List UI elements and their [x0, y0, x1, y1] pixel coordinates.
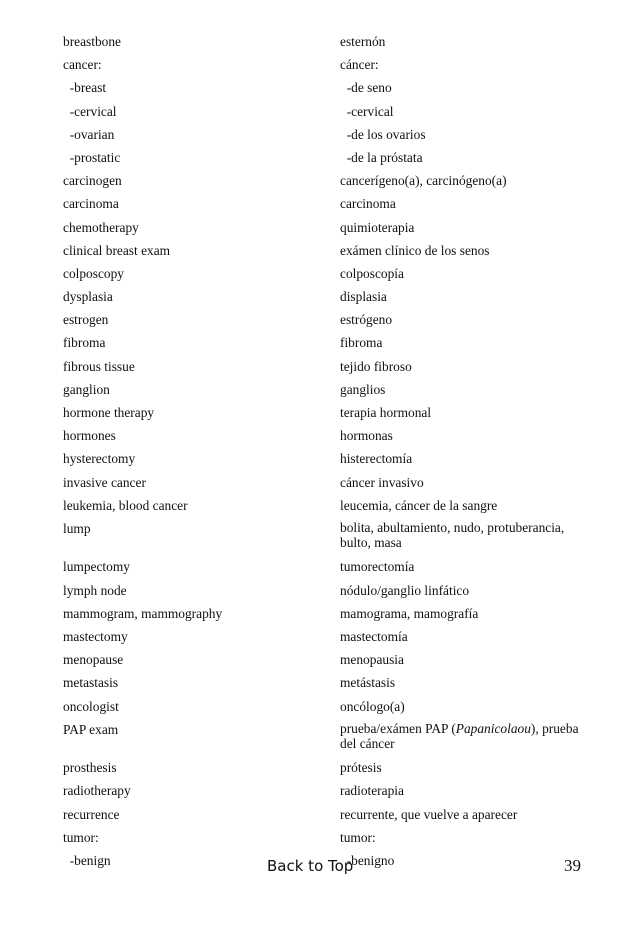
english-term: hysterectomy [63, 451, 136, 467]
english-term: carcinogen [63, 173, 122, 189]
glossary-row [63, 242, 603, 265]
spanish-term: tumorectomía [340, 559, 415, 575]
spanish-term: leucemia, cáncer de la sangre [340, 497, 498, 513]
english-term: dysplasia [63, 289, 113, 305]
spanish-term: tumor: [340, 829, 376, 845]
english-term: ganglion [63, 381, 110, 397]
glossary-row [63, 195, 603, 218]
english-term: lymph node [63, 582, 127, 598]
spanish-term: mastectomía [340, 629, 408, 644]
spanish-term: radioterapia [340, 783, 404, 799]
spanish-term: colposcopía [340, 265, 404, 281]
english-term: estrogen [63, 312, 109, 328]
glossary-row [63, 782, 603, 805]
spanish-term: -benigno [340, 853, 395, 868]
glossary-row [63, 450, 603, 473]
english-term: lump [63, 520, 91, 536]
english-term: cancer: [63, 57, 102, 73]
english-term: hormone therapy [63, 405, 155, 420]
glossary-row [63, 674, 603, 697]
english-term: radiotherapy [63, 783, 131, 799]
english-term: recurrence [63, 806, 120, 822]
spanish-term: carcinoma [340, 196, 396, 212]
spanish-term: -cervical [340, 103, 394, 119]
glossary-row [63, 334, 603, 357]
english-term: hormones [63, 428, 116, 444]
spanish-term: exámen clínico de los senos [340, 242, 490, 258]
english-term: fibrous tissue [63, 358, 135, 374]
page-footer [0, 856, 638, 880]
spanish-term: prótesis [340, 760, 382, 776]
english-term: clinical breast exam [63, 242, 171, 258]
spanish-term: quimioterapia [340, 219, 415, 235]
spanish-term: oncólogo(a) [340, 698, 405, 714]
english-term: mammogram, mammography [63, 605, 223, 621]
spanish-term: cancerígeno(a), carcinógeno(a) [340, 173, 507, 189]
spanish-term: ganglios [340, 381, 386, 397]
spanish-term-part: prueba/exámen PAP ( [340, 720, 456, 736]
glossary-row [63, 265, 603, 288]
spanish-term: tejido fibroso [340, 358, 412, 374]
spanish-term: esternón [340, 34, 386, 49]
glossary-row [63, 288, 603, 311]
glossary-row [63, 33, 603, 56]
spanish-term: -de la próstata [340, 149, 423, 165]
english-term: -cervical [63, 103, 117, 119]
glossary-row [63, 172, 603, 195]
spanish-term: displasia [340, 289, 387, 305]
english-term: PAP exam [63, 721, 119, 737]
spanish-term: nódulo/ganglio linfático [340, 582, 470, 598]
spanish-term: bolita, abultamiento, nudo, protuberancia, bulto, masa [340, 519, 565, 550]
spanish-term: mamograma, mamografía [340, 605, 479, 621]
glossary-row [63, 806, 603, 829]
glossary-row [63, 427, 603, 450]
spanish-term: histerectomía [340, 451, 413, 467]
spanish-term: menopausia [340, 652, 404, 668]
english-term: fibroma [63, 335, 106, 351]
glossary-row [63, 56, 603, 79]
glossary-row [63, 497, 603, 520]
glossary-row [63, 404, 603, 427]
glossary-row [63, 582, 603, 605]
english-term: lumpectomy [63, 559, 130, 575]
glossary-row [63, 79, 603, 102]
glossary-row [63, 311, 603, 334]
english-term: -ovarian [63, 126, 115, 142]
glossary-row [63, 698, 603, 721]
english-term: -benign [63, 853, 111, 868]
glossary-row [63, 829, 603, 852]
glossary-row [63, 381, 603, 404]
glossary-row [63, 358, 603, 381]
glossary-row [63, 103, 603, 126]
english-term: mastectomy [63, 629, 128, 644]
spanish-term: estrógeno [340, 312, 393, 328]
spanish-term: cáncer: [340, 57, 379, 73]
english-term: prosthesis [63, 760, 117, 776]
english-term: -prostatic [63, 149, 121, 165]
english-term: carcinoma [63, 196, 119, 212]
spanish-term: hormonas [340, 428, 393, 444]
english-term: oncologist [63, 698, 119, 714]
spanish-term: -de los ovarios [340, 126, 426, 142]
english-term: metastasis [63, 675, 119, 691]
english-term: chemotherapy [63, 219, 139, 235]
english-term: invasive cancer [63, 474, 146, 490]
glossary-row [63, 126, 603, 149]
glossary-row [63, 474, 603, 497]
english-term: breastbone [63, 34, 122, 49]
spanish-term: cáncer invasivo [340, 474, 424, 490]
spanish-term: terapia hormonal [340, 405, 432, 420]
glossary-row [63, 759, 603, 782]
glossary-row [63, 628, 603, 651]
spanish-term: fibroma [340, 335, 383, 351]
english-term: menopause [63, 652, 124, 668]
spanish-term [340, 721, 590, 751]
spanish-term-italic: Papanicolaou [455, 720, 531, 736]
glossary-row [63, 149, 603, 172]
glossary-row [63, 558, 603, 581]
glossary-row [63, 520, 603, 559]
spanish-term: -de seno [340, 80, 392, 96]
spanish-term-part: ), prueba del cáncer [340, 720, 579, 751]
spanish-term: recurrente, que vuelve a aparecer [340, 806, 518, 822]
glossary-row [63, 605, 603, 628]
back-to-top-link[interactable]: Back to Top [267, 857, 354, 875]
english-term: colposcopy [63, 265, 124, 281]
english-term: leukemia, blood cancer [63, 497, 188, 513]
glossary-table [63, 33, 603, 875]
page-number: 39 [564, 856, 581, 875]
glossary-row [63, 651, 603, 674]
glossary-row [63, 219, 603, 242]
glossary-row [63, 721, 603, 760]
english-term: -breast [63, 80, 107, 96]
english-term: tumor: [63, 829, 99, 845]
spanish-term: metástasis [340, 675, 396, 691]
